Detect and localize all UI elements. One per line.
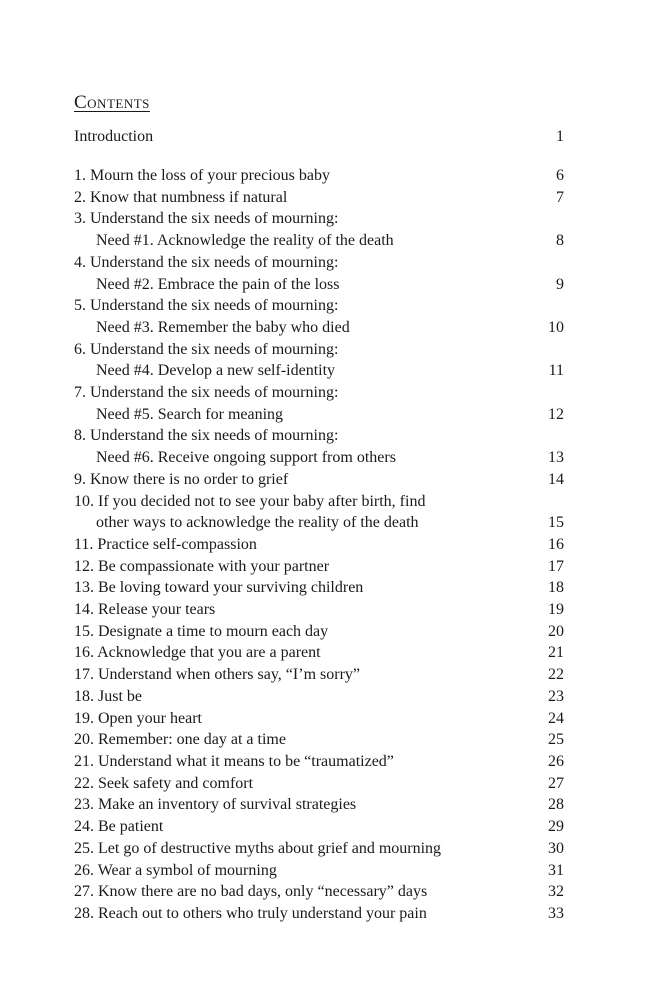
toc-entry[interactable] [74, 534, 564, 556]
toc-entry-title: 16. Acknowledge that you are a parent [74, 644, 321, 662]
toc-entry[interactable] [74, 860, 564, 882]
toc-entry-subtitle: Need #4. Develop a new self-identity [96, 362, 336, 380]
toc-entry[interactable] [74, 642, 564, 664]
toc-entry-title: 18. Just be [74, 687, 142, 705]
toc-page-number: 10 [548, 318, 564, 336]
toc-page-number: 28 [548, 796, 564, 814]
toc-entry-title: 22. Seek safety and comfort [74, 774, 254, 792]
toc-page-number: 23 [548, 687, 564, 705]
toc-page-number: 20 [548, 622, 564, 640]
toc-entry-title: 9. Know there is no order to grief [74, 470, 289, 488]
toc-entry[interactable] [74, 773, 564, 795]
toc-entry-title: 3. Understand the six needs of mourning: [74, 210, 339, 228]
toc-entry-title: 2. Know that numbness if natural [74, 188, 288, 206]
toc-entry-title: 27. Know there are no bad days, only “necessary” days [74, 883, 428, 901]
toc-page-number: 29 [548, 818, 564, 836]
toc-entry-title: 1. Mourn the loss of your precious baby [74, 167, 330, 184]
toc-entry-title: 7. Understand the six needs of mourning: [74, 384, 339, 402]
toc-entry-subtitle: Need #2. Embrace the pain of the loss [96, 275, 340, 293]
toc-page-number: 22 [548, 666, 564, 684]
toc-page-number: 8 [556, 232, 564, 250]
toc-entry[interactable] [74, 252, 564, 295]
toc-entry[interactable] [74, 339, 564, 382]
toc-page-number: 9 [556, 275, 564, 293]
toc-entry[interactable] [74, 491, 564, 534]
toc-entry-title: 13. Be loving toward your surviving children [74, 579, 364, 597]
toc-entry-title: 17. Understand when others say, “I’m sorry” [74, 666, 360, 684]
toc-entry-title: 20. Remember: one day at a time [74, 731, 286, 749]
toc-entry-title: 26. Wear a symbol of mourning [74, 861, 277, 879]
toc-entry[interactable] [74, 556, 564, 578]
toc-entry[interactable] [74, 295, 564, 338]
toc-entry[interactable] [74, 903, 564, 925]
toc-entry[interactable] [74, 794, 564, 816]
toc-entry-subtitle: Need #1. Acknowledge the reality of the death [96, 232, 394, 250]
toc-entry[interactable] [74, 816, 564, 838]
toc-entry-subtitle: Need #6. Receive ongoing support from others [96, 449, 396, 467]
toc-entry-subtitle: other ways to acknowledge the reality of the death [96, 514, 419, 532]
toc-page-number: 25 [548, 731, 564, 749]
toc-page-number: 31 [548, 861, 564, 879]
toc-entry-title: 10. If you decided not to see your baby after birth, find [74, 492, 426, 510]
toc-entry-title: 23. Make an inventory of survival strategies [74, 796, 357, 814]
toc-entry[interactable] [74, 187, 564, 209]
toc-page-number: 13 [548, 449, 564, 467]
toc-page-number: 14 [548, 470, 564, 488]
toc-page-number: 6 [556, 167, 564, 184]
toc-entry-title: 24. Be patient [74, 818, 164, 836]
toc-page-number: 17 [548, 557, 564, 575]
toc-entry-title: 14. Release your tears [74, 601, 216, 619]
toc-entry[interactable] [74, 881, 564, 903]
toc-page-number: 32 [548, 883, 564, 901]
contents-page [74, 92, 564, 925]
toc-list [74, 165, 564, 925]
toc-page-number: 18 [548, 579, 564, 597]
toc-entry[interactable] [74, 208, 564, 251]
toc-entry-title: 25. Let go of destructive myths about grief and mourning [74, 839, 442, 857]
toc-page-number: 19 [548, 601, 564, 619]
toc-entry-title: 5. Understand the six needs of mourning: [74, 297, 339, 315]
toc-page-number: 24 [548, 709, 564, 727]
toc-page-number: 1 [556, 128, 564, 145]
toc-page-number: 12 [548, 405, 564, 423]
toc-page-number: 21 [548, 644, 564, 662]
toc-entry-title: 8. Understand the six needs of mourning: [74, 427, 339, 445]
toc-entry-title: 19. Open your heart [74, 709, 202, 727]
toc-page-number: 15 [548, 514, 564, 532]
toc-entry[interactable] [74, 751, 564, 773]
toc-page-number: 16 [548, 535, 564, 553]
toc-entry-title: 4. Understand the six needs of mourning: [74, 253, 339, 271]
toc-entry-title: 11. Practice self-compassion [74, 535, 257, 553]
toc-page-number: 30 [548, 839, 564, 857]
toc-page-number: 7 [556, 188, 564, 206]
toc-entry-title: 15. Designate a time to mourn each day [74, 622, 329, 640]
toc-entry[interactable] [74, 686, 564, 708]
toc-entry[interactable] [74, 838, 564, 860]
toc-entry[interactable] [74, 664, 564, 686]
page-title: Contents [74, 92, 150, 113]
toc-entry-subtitle: Need #3. Remember the baby who died [96, 318, 350, 336]
toc-entry-title: 28. Reach out to others who truly understand your pain [74, 904, 427, 922]
toc-entry[interactable] [74, 708, 564, 730]
toc-entry[interactable] [74, 469, 564, 491]
toc-entry[interactable] [74, 621, 564, 643]
toc-page-number: 27 [548, 774, 564, 792]
toc-entry[interactable] [74, 577, 564, 599]
toc-entry-title: 6. Understand the six needs of mourning: [74, 340, 339, 358]
toc-entry[interactable] [74, 165, 564, 187]
toc-entry[interactable] [74, 425, 564, 468]
toc-page-number: 26 [548, 752, 564, 770]
toc-entry-title: Introduction [74, 128, 154, 145]
toc-entry-subtitle: Need #5. Search for meaning [96, 405, 284, 423]
toc-entry[interactable] [74, 382, 564, 425]
toc-page-number: 33 [548, 904, 564, 922]
toc-entry-title: 21. Understand what it means to be “traumatized” [74, 752, 394, 770]
toc-entry-introduction[interactable] [74, 126, 564, 148]
toc-page-number: 11 [548, 362, 564, 380]
toc-entry-title: 12. Be compassionate with your partner [74, 557, 330, 575]
toc-entry[interactable] [74, 599, 564, 621]
toc-entry[interactable] [74, 729, 564, 751]
